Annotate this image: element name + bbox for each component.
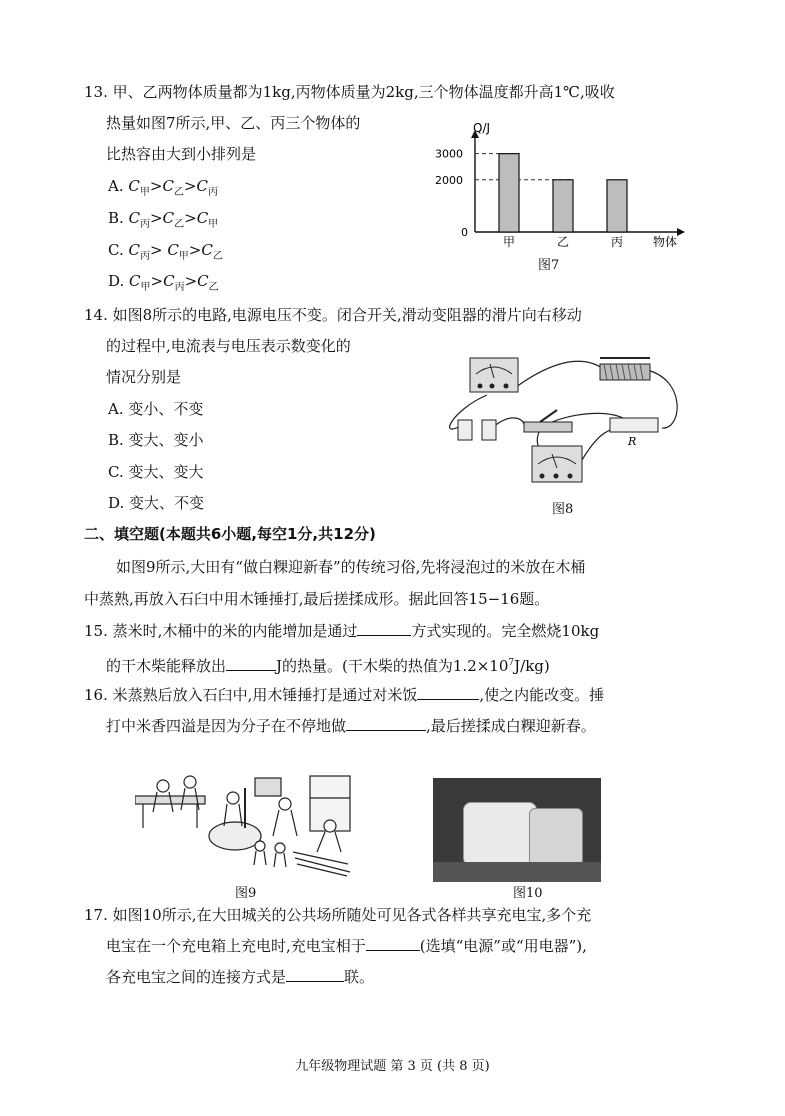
figure-10-photo: [433, 778, 601, 882]
intro-line2: 中蒸熟,再放入石臼中用木锤捶打,最后搓揉成形。据此回答15−16题。: [84, 590, 550, 608]
y-axis-label: Q/J: [473, 121, 491, 135]
q13-option-c: C. $C_丙> C_甲>C_乙$: [108, 241, 223, 262]
counter-shelf: [433, 862, 601, 882]
q15-blank-2[interactable]: [226, 656, 276, 671]
q14-line2: 的过程中,电流表与电压表示数变化的: [106, 337, 351, 355]
resistor-label: R: [628, 435, 637, 448]
q17-line2: 电宝在一个充电箱上充电时,充电宝相于 (选填“电源”或“用电器”),: [106, 937, 587, 955]
q14-option-b: B. 变大、变小: [108, 431, 204, 449]
q14-line1: 14. 如图8所示的电路,电源电压不变。闭合开关,滑动变阻器的滑片向右移动: [84, 306, 582, 324]
x-tick-label: 甲: [502, 235, 516, 249]
q15-blank-1[interactable]: [357, 621, 411, 636]
q13-line2: 热量如图7所示,甲、乙、丙三个物体的: [106, 114, 361, 132]
x-tick-label: 乙: [556, 235, 570, 249]
q17-blank-1[interactable]: [366, 936, 420, 951]
ammeter-icon: [470, 358, 518, 392]
figure-8-circuit: [432, 350, 687, 500]
charging-box-right: [529, 808, 583, 866]
figure-8-caption: 图8: [552, 502, 574, 517]
voltmeter-icon: [532, 446, 582, 482]
q16-blank-1[interactable]: [417, 685, 479, 700]
figure-9-caption: 图9: [235, 886, 257, 901]
q15-line2: 的干木柴能释放出 J的热量。(干木柴的热值为$1.2\times 10^7J/kg$): [106, 657, 550, 675]
bar-1: [499, 154, 519, 232]
q17-blank-2[interactable]: [286, 967, 344, 982]
q14-line3: 情况分别是: [106, 368, 182, 386]
figure-9-illustration: [135, 768, 360, 883]
q14-option-c: C. 变大、变大: [108, 463, 204, 481]
q13-option-a: A. $C_甲>C_乙>C_丙$: [108, 177, 218, 198]
q15-line1: 15. 蒸米时,木桶中的米的内能增加是通过 方式实现的。完全燃烧10kg: [84, 622, 600, 640]
figure-7-caption: 图7: [538, 258, 560, 273]
battery-icon: [458, 420, 496, 440]
x-axis-label: 物体: [653, 235, 678, 249]
bar-3: [607, 180, 627, 232]
switch-icon: [524, 410, 572, 432]
q14-option-d: D. 变大、不变: [108, 494, 205, 512]
q13-line3: 比热容由大到小排列是: [106, 145, 257, 163]
rheostat-icon: [600, 358, 650, 380]
q13-line1: 13. 甲、乙两物体质量都为1kg,丙物体质量为2kg,三个物体温度都升高1℃,吸收: [84, 83, 615, 101]
page-footer: 九年级物理试题 第 3 页 (共 8 页): [295, 1059, 490, 1074]
y-tick-label: 0: [461, 226, 468, 239]
bar-2: [553, 180, 573, 232]
figure-7-bar-chart: [425, 120, 695, 260]
x-axis-arrow: [677, 228, 685, 236]
section-2-title: 二、填空题(本题共6小题,每空1分,共12分): [84, 525, 376, 543]
q16-line2: 打中米香四溢是因为分子在不停地做 ,最后搓揉成白粿迎新春。: [106, 717, 596, 735]
y-tick-label: 2000: [435, 173, 463, 187]
q16-blank-2[interactable]: [346, 716, 426, 731]
q17-line3: 各充电宝之间的连接方式是 联。: [106, 968, 375, 986]
q13-option-b: B. $C_丙>C_乙>C_甲$: [108, 209, 219, 230]
intro-line1: 如图9所示,大田有“做白粿迎新春”的传统习俗,先将浸泡过的米放在木桶: [116, 558, 586, 576]
charging-box-left: [463, 802, 537, 866]
q17-line1: 17. 如图10所示,在大田城关的公共场所随处可见各式各样共享充电宝,多个充: [84, 906, 592, 924]
q16-line1: 16. 米蒸熟后放入石臼中,用木锤捶打是通过对米饭 ,使之内能改变。捶: [84, 686, 605, 704]
figure-10-caption: 图10: [513, 886, 543, 901]
y-tick-label: 3000: [435, 147, 463, 161]
q14-option-a: A. 变小、不变: [108, 400, 204, 418]
resistor-icon: [610, 418, 658, 432]
x-tick-label: 丙: [610, 235, 624, 249]
q13-option-d: D. $C_甲>C_丙>C_乙$: [108, 272, 219, 293]
